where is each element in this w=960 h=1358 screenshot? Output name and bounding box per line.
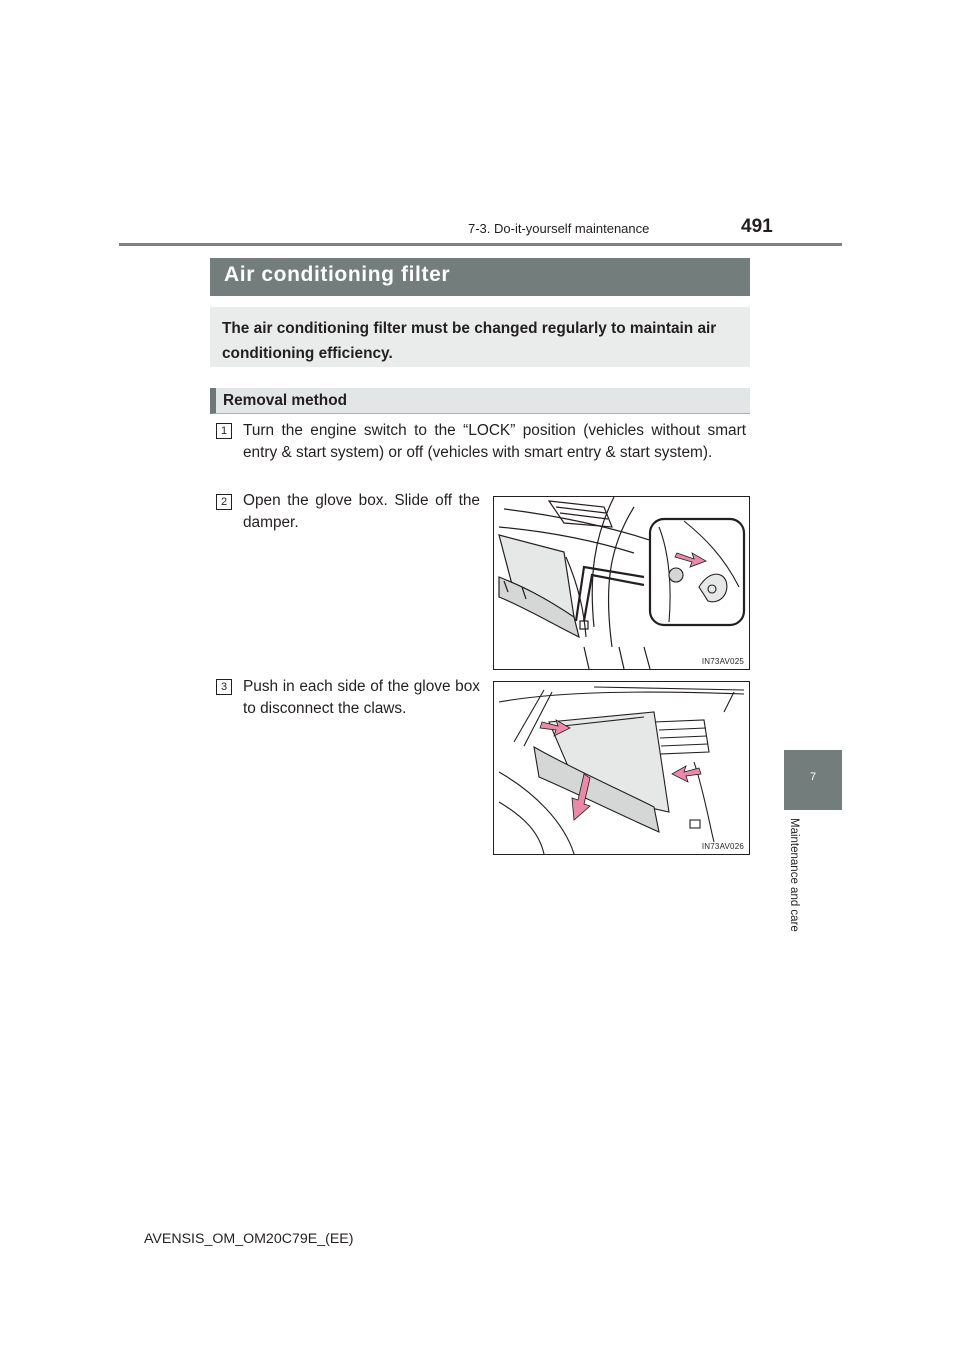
figure-glove-box [493,681,750,855]
page-number: 491 [741,216,773,237]
page-title: Air conditioning filter [224,263,451,286]
chapter-tab [784,750,842,810]
step-text-2: Open the glove box. Slide off the damper. [243,492,480,531]
section-label: 7-3. Do-it-yourself maintenance [468,221,650,236]
step-number-1: 1 [216,423,232,439]
damper-illustration [494,497,749,669]
footer: AVENSIS_OM_OM20C79E_(EE) [144,1231,354,1247]
subheading-bar [210,388,750,414]
step-text-3: Push in each side of the glove box to disconnect the claws. [243,678,480,717]
figure-code: IN73AV025 [701,657,744,666]
subheading: Removal method [223,392,348,409]
figure-damper [493,496,750,670]
chapter-label-text: Maintenance and care [788,818,800,932]
glove-box-illustration [494,682,749,854]
step-number-2: 2 [216,494,232,510]
header-rule [119,243,842,246]
chapter-label [786,818,800,968]
chapter-number: 7 [809,771,817,783]
title-bar [210,258,750,296]
figure-code: IN73AV026 [701,842,744,851]
intro-box: The air conditioning filter must be changed regularly to maintain air conditioning efficiency. [210,307,750,367]
step-text-1: Turn the engine switch to the “LOCK” position (vehicles without smart entry & start system) or off (vehicles with smart entry & start system). [243,422,746,461]
step-number-3: 3 [216,679,232,695]
